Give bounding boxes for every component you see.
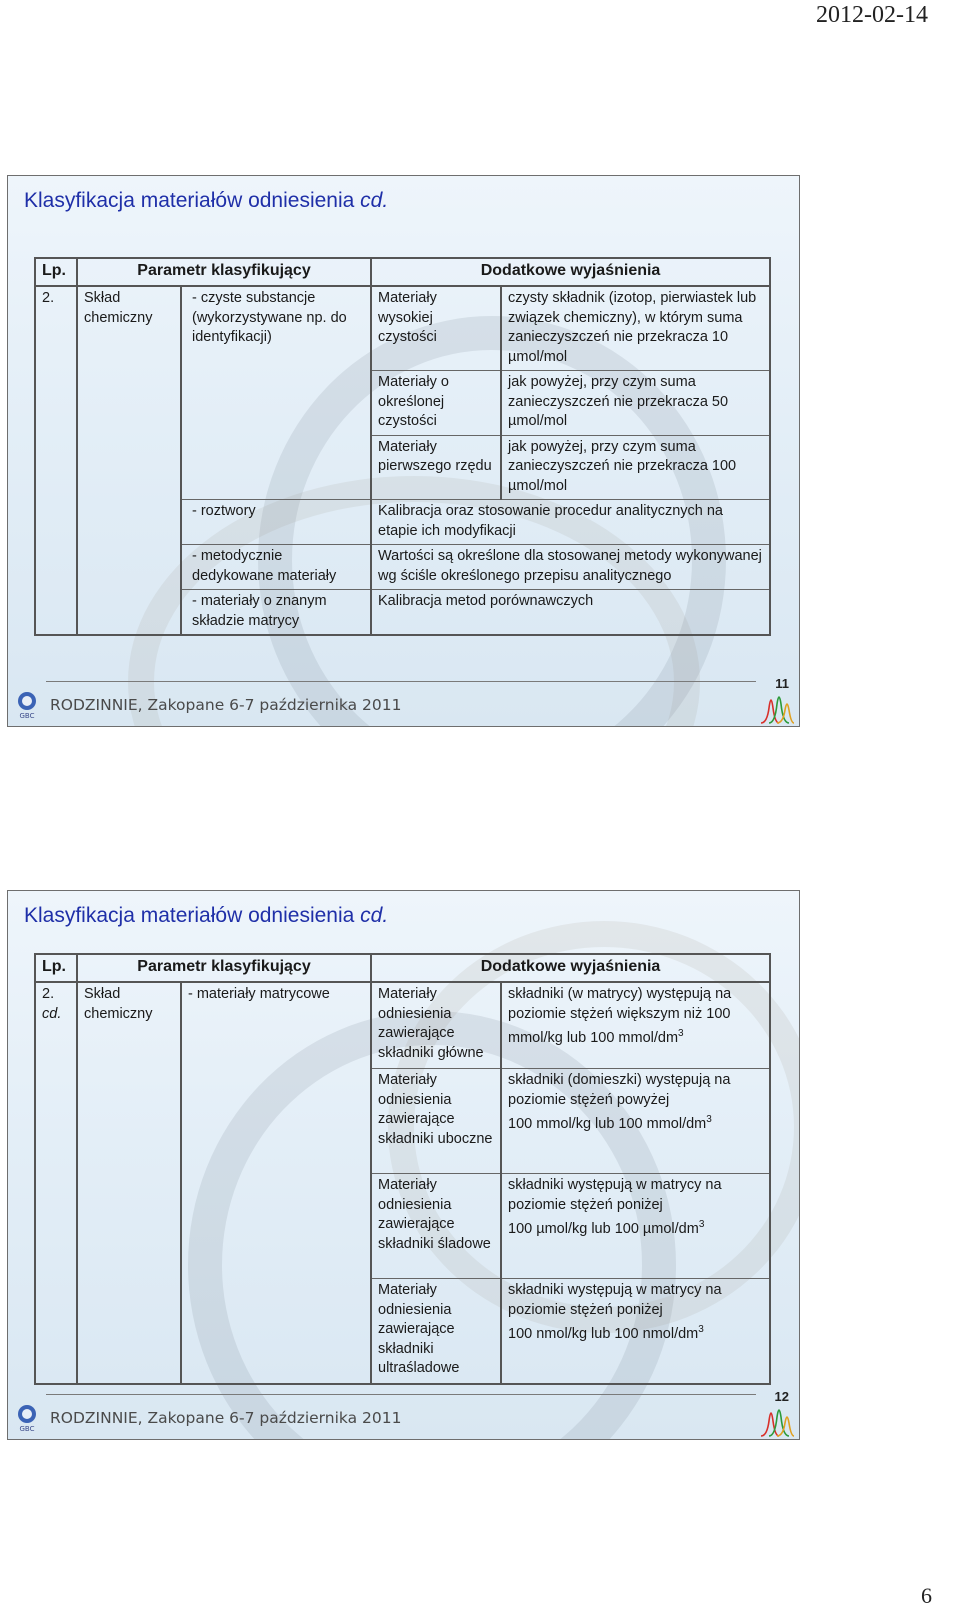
cell-lp: 2. (42, 290, 55, 306)
slide-number: 11 (775, 676, 789, 691)
slide-footer (8, 676, 799, 726)
cell-desc: Kalibracja metod porównawczych (371, 590, 770, 636)
cell-desc: składniki występują w matrycy na poziomie stężeń poniżej 100 µmol/kg lub 100 µmol/$dm^3$ (501, 1174, 770, 1279)
cell-desc: jak powyżej, przy czym suma zanieczyszczeń nie przekracza 100 µmol/mol (501, 435, 770, 500)
classification-table (34, 953, 771, 1385)
cell-sub: - roztwory (181, 500, 371, 545)
chromatogram-peaks-icon (759, 1403, 795, 1437)
header-expl: Dodatkowe wyjaśnienia (371, 954, 770, 982)
classification-table (34, 257, 771, 636)
cell-desc: jak powyżej, przy czym suma zanieczyszczeń nie przekracza 50 µmol/mol (501, 371, 770, 436)
cell-param: Skład chemiczny (77, 982, 181, 1384)
cell-lp: 2. cd. (42, 986, 62, 1022)
cell-type: Materiały odniesienia zawierające składniki ultraśladowe (371, 1279, 501, 1385)
svg-text:GBC: GBC (19, 1425, 35, 1433)
cell-desc: Wartości są określone dla stosowanej metody wykonywanej wg ściśle określonego przepisu analitycznego (371, 545, 770, 590)
cell-type: Materiały pierwszego rzędu (371, 435, 501, 500)
slide-11 (7, 175, 800, 727)
header-expl: Dodatkowe wyjaśnienia (371, 258, 770, 286)
cell-type: Materiały o określonej czystości (371, 371, 501, 436)
cell-sub: - materiały matrycowe (181, 982, 371, 1384)
cell-sub: - metodycznie dedykowane materiały (181, 545, 371, 590)
cell-desc: Kalibracja oraz stosowanie procedur analitycznych na etapie ich modyfikacji (371, 500, 770, 545)
slide-12 (7, 890, 800, 1440)
header-param: Parametr klasyfikujący (77, 954, 371, 982)
svg-text:GBC: GBC (19, 712, 35, 720)
header-lp: Lp. (35, 258, 77, 286)
slide-footer (8, 1389, 799, 1439)
footer-divider (46, 1394, 756, 1395)
cell-sub: - czyste substancje (wykorzystywane np. do identyfikacji) (181, 286, 371, 500)
cell-param: Skład chemiczny (77, 286, 181, 635)
cell-desc: składniki (w matrycy) występują na poziomie stężeń większym niż 100 mmol/kg lub 100 mmol/$dm^3$ (501, 982, 770, 1069)
footer-text: RODZINNIE, Zakopane 6-7 października 2011 (50, 696, 402, 714)
cell-desc: składniki występują w matrycy na poziomie stężeń poniżej 100 nmol/kg lub 100 nmol/$dm^3$ (501, 1279, 770, 1385)
cell-sub: - materiały o znanym składzie matrycy (181, 590, 371, 636)
page-date: 2012-02-14 (816, 2, 928, 28)
cell-desc: czysty składnik (izotop, pierwiastek lub związek chemiczny), w którym suma zanieczyszczeń nie przekracza 10 µmol/mol (501, 286, 770, 371)
cell-type: Materiały odniesienia zawierające składniki uboczne (371, 1069, 501, 1174)
cell-type: Materiały wysokiej czystości (371, 286, 501, 371)
chromatogram-peaks-icon (759, 690, 795, 724)
header-param: Parametr klasyfikujący (77, 258, 371, 286)
cell-type: Materiały odniesienia zawierające składniki główne (371, 982, 501, 1069)
footer-divider (46, 681, 756, 682)
slide-number: 12 (774, 1389, 789, 1404)
slide-title: Klasyfikacja materiałów odniesienia cd. (24, 189, 389, 212)
cell-desc: składniki (domieszki) występują na poziomie stężeń powyżej 100 mmol/kg lub 100 mmol/$dm^3$ (501, 1069, 770, 1174)
gbc-logo-icon (12, 690, 42, 720)
cell-type: Materiały odniesienia zawierające składniki śladowe (371, 1174, 501, 1279)
footer-text: RODZINNIE, Zakopane 6-7 października 2011 (50, 1409, 402, 1427)
page-number: 6 (921, 1583, 932, 1608)
gbc-logo-icon (12, 1403, 42, 1433)
slide-title: Klasyfikacja materiałów odniesienia cd. (24, 904, 389, 927)
header-lp: Lp. (35, 954, 77, 982)
